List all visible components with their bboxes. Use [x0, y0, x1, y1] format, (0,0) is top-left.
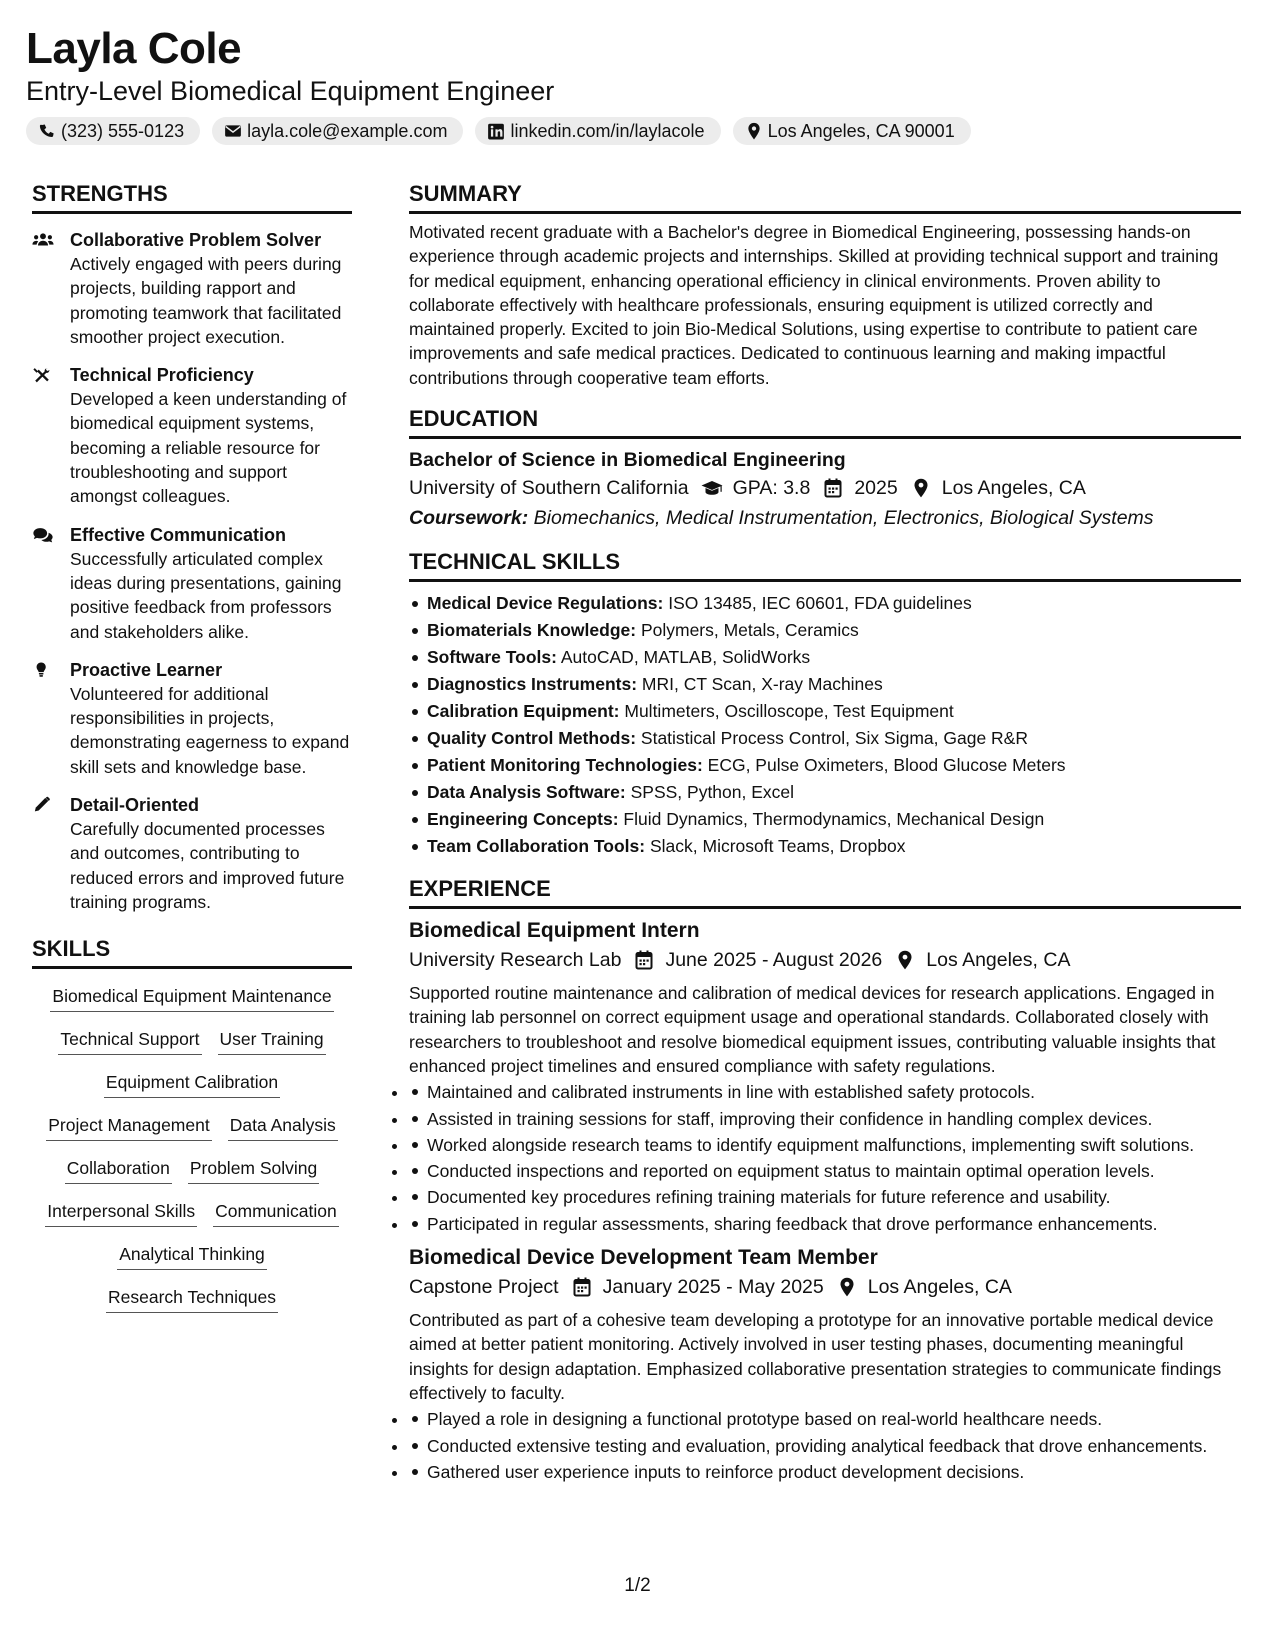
graduation-year: 2025 — [854, 477, 898, 500]
skill-value: Polymers, Metals, Ceramics — [640, 620, 859, 641]
candidate-headline: Entry-Level Biomedical Equipment Engineer — [26, 76, 555, 106]
calendar-icon — [633, 950, 655, 970]
job-entry — [409, 917, 1241, 1236]
strength-desc: Developed a keen understanding of biomedical equipment systems, becoming a reliable resource for troubleshooting and support amongst colleagues. — [70, 389, 347, 507]
candidate-name: Layla Cole — [26, 24, 242, 73]
strength-desc: Actively engaged with peers during projects, building rapport and promoting teamwork that facilitated smoother project execution. — [70, 254, 342, 347]
coursework — [409, 503, 1241, 533]
degree-title: Bachelor of Science in Biomedical Engineering — [409, 449, 846, 472]
job-org: Capstone Project — [409, 1276, 559, 1299]
job-title: Biomedical Equipment Intern — [409, 919, 700, 943]
technical-skills-heading: TECHNICAL SKILLS — [409, 547, 1241, 582]
strength-title: Effective Communication — [70, 524, 287, 545]
skill-tag: Interpersonal Skills — [45, 1200, 197, 1227]
comments-icon — [32, 526, 54, 544]
skill-tag: Project Management — [46, 1114, 211, 1141]
list-item: • Worked alongside research teams to identify equipment malfunctions, implementing swift solutions. — [409, 1133, 1241, 1157]
list-item — [409, 590, 1241, 617]
skill-value: Multimeters, Oscilloscope, Test Equipment — [624, 701, 954, 722]
map-marker-icon — [910, 478, 932, 498]
list-item — [409, 644, 1241, 671]
skill-label: Data Analysis Software: — [427, 782, 626, 803]
contact-email[interactable] — [212, 117, 463, 145]
strength-desc: Carefully documented processes and outcomes, contributing to reduced errors and improved future training programs. — [70, 819, 345, 912]
list-item: • Conducted inspections and reported on equipment status to maintain optimal operation levels. — [409, 1159, 1241, 1183]
contact-location[interactable] — [733, 117, 971, 145]
technical-skills-list — [409, 590, 1241, 860]
strength-desc: Successfully articulated complex ideas during presentations, gaining positive feedback from professors and stakeholders alike. — [70, 548, 342, 642]
map-marker-icon — [745, 122, 763, 140]
skill-value: Fluid Dynamics, Thermodynamics, Mechanical Design — [623, 809, 1045, 830]
list-item — [409, 779, 1241, 806]
school-name: University of Southern California — [409, 477, 689, 500]
job-description: Contributed as part of a cohesive team developing a prototype for an innovative portable medical device aimed at better patient monitoring. Actively involved in user testing phases, documenting meaningful insights for design adaptation. Emphasized collaborative presentation strategies to communicate findings effectively to faculty. — [409, 1310, 1222, 1403]
calendar-icon — [571, 1277, 593, 1297]
job-description: Supported routine maintenance and calibration of medical devices for research applications. Engaged in training lab personnel on correct equipment usage and operational standards. Collaborated closely with researchers to troubleshoot and resolve biomedical equipment issues, contributing valuable insights that enhanced project timelines and ensured compliance with safety regulations. — [409, 983, 1216, 1076]
contact-linkedin[interactable] — [475, 117, 720, 145]
job-bullets — [409, 1407, 1241, 1484]
strength-item — [32, 793, 352, 914]
skill-tag: Communication — [213, 1200, 339, 1227]
experience-section — [409, 874, 1241, 1484]
skill-tag: Collaboration — [65, 1157, 172, 1184]
strength-title: Technical Proficiency — [70, 365, 254, 386]
list-item: • Conducted extensive testing and evaluation, providing analytical feedback that drove enhancements. — [409, 1434, 1241, 1458]
list-item — [409, 725, 1241, 752]
linkedin-icon — [487, 122, 505, 140]
skill-tag: Data Analysis — [228, 1114, 338, 1141]
skill-label: Diagnostics Instruments: — [427, 674, 638, 695]
list-item: • Participated in regular assessments, sharing feedback that drove performance enhancements. — [409, 1212, 1241, 1236]
list-item — [409, 806, 1241, 833]
envelope-icon — [224, 122, 242, 140]
skills-heading: SKILLS — [32, 934, 352, 969]
skill-label: Team Collaboration Tools: — [427, 836, 646, 857]
skill-label: Engineering Concepts: — [427, 809, 619, 830]
strength-title: Collaborative Problem Solver — [70, 230, 322, 250]
list-item — [409, 698, 1241, 725]
education-meta — [409, 473, 1241, 503]
skills-section — [32, 934, 352, 1313]
strength-desc: Volunteered for additional responsibilities in projects, demonstrating eagerness to expand skill sets and knowledge base. — [70, 683, 350, 777]
contact-linkedin-text: linkedin.com/in/laylacole — [510, 120, 705, 141]
gpa: GPA: 3.8 — [732, 477, 811, 500]
list-item: • Documented key procedures refining training materials for future reference and usability. — [409, 1185, 1241, 1209]
list-item — [409, 617, 1241, 644]
users-icon — [32, 231, 54, 249]
job-dates: June 2025 - August 2026 — [665, 949, 883, 972]
education-section — [409, 404, 1241, 533]
skill-tag: Research Techniques — [106, 1286, 278, 1313]
skill-tag: Biomedical Equipment Maintenance — [50, 985, 333, 1012]
contact-bar — [26, 117, 1246, 145]
job-org: University Research Lab — [409, 949, 622, 972]
skill-value: SPSS, Python, Excel — [630, 782, 795, 803]
skill-value: ECG, Pulse Oximeters, Blood Glucose Meters — [707, 755, 1066, 776]
job-entry — [409, 1244, 1241, 1484]
skill-value: ISO 13485, IEC 60601, FDA guidelines — [668, 593, 972, 614]
resume-header — [26, 24, 1246, 145]
calendar-icon — [822, 478, 844, 498]
skill-tag: Technical Support — [58, 1028, 201, 1055]
school-location: Los Angeles, CA — [941, 477, 1086, 500]
skill-label: Biomaterials Knowledge: — [427, 620, 637, 641]
skill-value: MRI, CT Scan, X-ray Machines — [641, 674, 883, 695]
pencil-icon — [32, 796, 54, 814]
strength-title: Detail-Oriented — [70, 795, 200, 816]
job-dates: January 2025 - May 2025 — [602, 1276, 824, 1299]
education-heading: EDUCATION — [409, 404, 1241, 439]
graduation-cap-icon — [701, 478, 723, 498]
map-marker-icon — [894, 950, 916, 970]
skill-label: Patient Monitoring Technologies: — [427, 755, 703, 776]
skill-label: Calibration Equipment: — [427, 701, 620, 722]
skill-value: AutoCAD, MATLAB, SolidWorks — [560, 647, 811, 668]
skill-value: Slack, Microsoft Teams, Dropbox — [649, 836, 906, 857]
job-location: Los Angeles, CA — [867, 1276, 1012, 1299]
strength-title: Proactive Learner — [70, 659, 223, 680]
job-location: Los Angeles, CA — [926, 949, 1071, 972]
job-title: Biomedical Device Development Team Member — [409, 1246, 878, 1270]
strength-item — [32, 658, 352, 779]
phone-icon — [38, 122, 56, 140]
skill-label: Medical Device Regulations: — [427, 593, 664, 614]
skill-label: Quality Control Methods: — [427, 728, 637, 749]
skills-list — [32, 985, 352, 1313]
strength-item — [32, 523, 352, 644]
tools-icon — [32, 366, 54, 384]
contact-phone[interactable] — [26, 117, 200, 145]
list-item — [409, 752, 1241, 779]
summary-heading: SUMMARY — [409, 179, 1241, 214]
strength-item — [32, 363, 352, 508]
summary-text: Motivated recent graduate with a Bachelor's degree in Biomedical Engineering, possessing hands-on experience through academic projects and internships. Skilled at providing technical support and training for medical equipment, enhancing operational efficiency in clinical environments. Proven ability to collaborate effectively with healthcare professionals, ensuring equipment is utilized correctly and maintained properly. Excited to join Bio-Medical Solutions, using expertise to contribute to patient care improvements and safe medical practices. Dedicated to continuous learning and making impactful contributions through cooperative team efforts. — [409, 222, 1219, 388]
left-column — [32, 179, 352, 1313]
page-number: 1/2 — [624, 1575, 651, 1596]
contact-phone-text: (323) 555-0123 — [61, 120, 185, 141]
right-column — [409, 179, 1241, 1484]
skill-value: Statistical Process Control, Six Sigma, Gage R&R — [640, 728, 1028, 749]
skill-tag: User Training — [218, 1028, 326, 1055]
experience-heading: EXPERIENCE — [409, 874, 1241, 909]
contact-location-text: Los Angeles, CA 90001 — [767, 120, 955, 141]
job-meta — [409, 1272, 1241, 1302]
strength-item — [32, 228, 352, 349]
map-marker-icon — [836, 1277, 858, 1297]
skill-tag: Problem Solving — [188, 1157, 319, 1184]
job-bullets — [409, 1080, 1241, 1236]
strengths-heading: STRENGTHS — [32, 179, 352, 214]
coursework-list: Biomechanics, Medical Instrumentation, Electronics, Biological Systems — [533, 507, 1154, 530]
lightbulb-icon — [32, 661, 54, 679]
list-item: • Maintained and calibrated instruments in line with established safety protocols. — [409, 1080, 1241, 1104]
skill-tag: Analytical Thinking — [117, 1243, 267, 1270]
list-item — [409, 671, 1241, 698]
list-item: • Assisted in training sessions for staff, improving their confidence in handling complex devices. — [409, 1107, 1241, 1131]
list-item: • Played a role in designing a functional prototype based on real-world healthcare needs. — [409, 1407, 1241, 1431]
coursework-label: Coursework: — [409, 507, 529, 530]
job-meta — [409, 945, 1241, 975]
list-item: • Gathered user experience inputs to reinforce product development decisions. — [409, 1460, 1241, 1484]
list-item — [409, 833, 1241, 860]
skill-label: Software Tools: — [427, 647, 557, 668]
contact-email-text: layla.cole@example.com — [247, 120, 448, 141]
skill-tag: Equipment Calibration — [104, 1071, 280, 1098]
technical-skills-section — [409, 547, 1241, 860]
